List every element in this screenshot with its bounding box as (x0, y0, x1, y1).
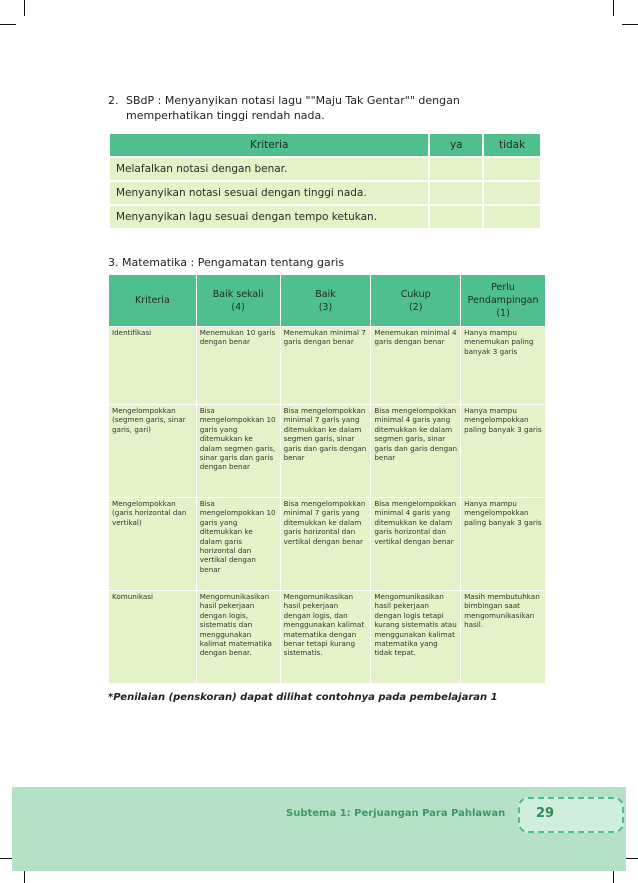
crop-mark (613, 0, 614, 16)
table-header-row (109, 133, 541, 157)
table-cell: Mengelompokkan (garis horizontal dan vertikal) (109, 498, 197, 591)
footer-subtitle: Subtema 1: Perjuangan Para Pahlawan (286, 808, 506, 819)
column-header-cukup: Cukup (2) (371, 275, 461, 327)
table-cell: Hanya mampu menemukan paling banyak 3 garis (461, 327, 546, 405)
section-2-intro (108, 93, 548, 123)
table-cell: Mengomunikasikan hasil pekerjaan dengan logis, sistematis dan menggunakan kalimat matematika dengan benar. (196, 591, 280, 684)
table-cell: Mengomunikasikan hasil pekerjaan dengan logis tetapi kurang sistematis atau menggunakan kalimat matematika yang tidak tepat. (371, 591, 461, 684)
page-number-box (518, 797, 624, 833)
table-cell: Bisa mengelompokkan 10 garis yang ditemukkan ke dalam segmen garis, sinar garis dan garis dengan benar (196, 405, 280, 498)
column-header-ya: ya (429, 133, 483, 157)
table-cell: Menemukan 10 garis dengan benar (196, 327, 280, 405)
section-2-text: SBdP : Menyanyikan notasi lagu ""Maju Tak Gentar"" dengan memperhatikan tinggi rendah nada. (126, 94, 460, 122)
criteria-cell: Melafalkan notasi dengan benar. (109, 157, 429, 181)
ya-cell (429, 181, 483, 205)
table-row (109, 498, 546, 591)
table-row (109, 157, 541, 181)
criteria-cell: Menyanyikan lagu sesuai dengan tempo ketukan. (109, 205, 429, 229)
table-cell: Masih membutuhkan bimbingan saat mengomunikasikan hasil. (461, 591, 546, 684)
table-cell: Bisa mengelompokkan minimal 7 garis yang ditemukkan ke dalam garis horizontal dan vertikal dengan benar (280, 498, 371, 591)
assessment-note: *Penilaian (penskoran) dapat dilihat contohnya pada pembelajaran 1 (108, 692, 498, 703)
table-cell: Bisa mengelompokkan minimal 4 garis yang ditemukkan ke dalam segmen garis, sinar garis dan garis dengan benar (371, 405, 461, 498)
section-3-title: 3. Matematika : Pengamatan tentang garis (108, 256, 345, 269)
math-rubric-table (108, 274, 546, 684)
column-header-tidak: tidak (483, 133, 541, 157)
table-row (109, 327, 546, 405)
table-cell: Bisa mengelompokkan 10 garis yang ditemukkan ke dalam garis horizontal dan vertikal dengan benar (196, 498, 280, 591)
crop-mark (622, 24, 638, 25)
crop-mark (0, 24, 16, 25)
tidak-cell (483, 181, 541, 205)
column-header-baik-sekali: Baik sekali (4) (196, 275, 280, 327)
ya-cell (429, 157, 483, 181)
tidak-cell (483, 157, 541, 181)
page-number: 29 (536, 806, 555, 821)
table-row (109, 405, 546, 498)
table-cell: Hanya mampu mengelompokkan paling banyak 3 garis (461, 498, 546, 591)
column-header-baik: Baik (3) (280, 275, 371, 327)
sbdp-criteria-table (108, 132, 542, 230)
column-header-kriteria: Kriteria (109, 133, 429, 157)
section-2-number: 2. (108, 94, 119, 107)
tidak-cell (483, 205, 541, 229)
table-cell: Mengelompokkan (segmen garis, sinar garis, gari) (109, 405, 197, 498)
footer-band (12, 787, 626, 871)
table-row (109, 205, 541, 229)
crop-mark (24, 0, 25, 16)
table-cell: Mengomunikasikan hasil pekerjaan dengan logis, dan menggunakan kalimat matematika dengan benar tetapi kurang sistematis. (280, 591, 371, 684)
table-cell: Hanya mampu mengelompokkan paling banyak 3 garis (461, 405, 546, 498)
table-cell: Bisa mengelompokkan minimal 4 garis yang ditemukkan ke dalam garis horizontal dan vertikal dengan benar (371, 498, 461, 591)
table-cell: Identifikasi (109, 327, 197, 405)
column-header-kriteria: Kriteria (109, 275, 197, 327)
table-row (109, 181, 541, 205)
table-cell: Menemukan minimal 4 garis dengan benar (371, 327, 461, 405)
table-cell: Bisa mengelompokkan minimal 7 garis yang ditemukkan ke dalam segmen garis, sinar garis dan garis dengan benar (280, 405, 371, 498)
column-header-perlu-pendampingan: Perlu Pendampingan (1) (461, 275, 546, 327)
table-cell: Menemukan minimal 7 garis dengan benar (280, 327, 371, 405)
table-row (109, 591, 546, 684)
criteria-cell: Menyanyikan notasi sesuai dengan tinggi nada. (109, 181, 429, 205)
ya-cell (429, 205, 483, 229)
table-cell: Komunikasi (109, 591, 197, 684)
table-header-row (109, 275, 546, 327)
